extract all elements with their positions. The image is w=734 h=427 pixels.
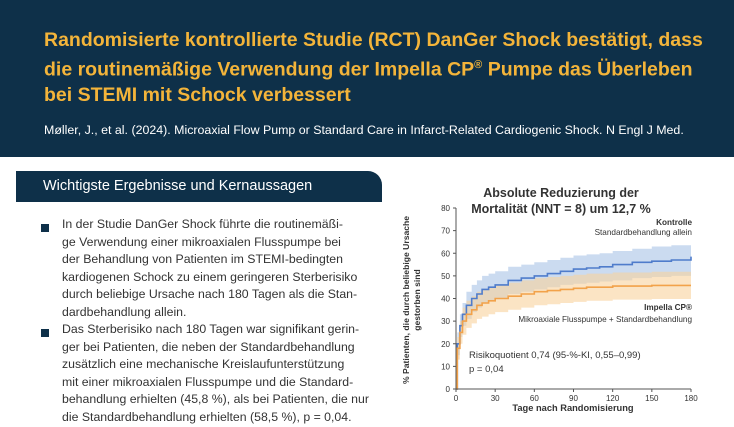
y-axis-label-line-1: % Patienten, die durch beliebige Ursache [401, 215, 411, 385]
text-line: der Behandlung von Patienten im STEMI-bedingten [62, 252, 343, 267]
text-line: durch beliebige Ursache nach 180 Tagen als die Stan- [62, 287, 358, 302]
header-banner [0, 0, 734, 157]
text-line: dardbehandlung allein. [62, 304, 187, 319]
bullet-square-icon [40, 328, 50, 338]
text-line: die Standardbehandlung erhielten (58,5 %), p = 0,04. [62, 409, 352, 424]
bullet-text-1 [62, 216, 357, 322]
p-value-annotation: p = 0,04 [469, 364, 504, 375]
section-title: Wichtigste Ergebnisse und Kernaussagen [43, 178, 313, 194]
y-tick-label: 60 [441, 249, 450, 259]
text-line: behandlung erhielten (45,8 %), als bei Patienten, die nur [62, 392, 369, 407]
km-chart [392, 176, 712, 416]
chart-title-line-2: Mortalität (NNT = 8) um 12,7 % [471, 202, 651, 216]
citation: Møller, J., et al. (2024). Microaxial Flow Pump or Standard Care in Infarct-Related Cardiogenic Shock. N Engl J Med. [44, 123, 684, 137]
y-axis-label-line-2: gestorben sind [412, 269, 422, 331]
y-tick-label: 50 [441, 271, 450, 281]
text-line: In der Studie DanGer Shock führte die routinemäßi- [62, 217, 343, 231]
legend-impella-sublabel: Mikroaxiale Flusspumpe + Standardbehandlung [518, 315, 692, 324]
x-tick-label: 60 [529, 394, 539, 403]
x-tick-label: 0 [453, 394, 459, 403]
y-tick-label: 80 [441, 204, 450, 213]
y-axis-label [401, 216, 422, 384]
x-tick-label: 150 [645, 394, 659, 403]
y-tick-label: 70 [441, 226, 450, 236]
y-tick-label: 20 [441, 339, 450, 349]
section-header [16, 171, 382, 202]
y-tick-label: 40 [441, 294, 450, 304]
text-line: ger bei Patienten, die neben der Standardbehandlung [62, 339, 355, 354]
legend-impella-name: Impella CP® [644, 303, 692, 312]
text-line: ge Verwendung einer mikroaxialen Flusspumpe bei [62, 234, 341, 249]
x-tick-label: 90 [569, 394, 578, 403]
bullet-square-icon [40, 223, 50, 233]
hazard-ratio-annotation: Risikoquotient 0,74 (95-%-KI, 0,55–0,99) [469, 350, 641, 361]
bullet-text-2 [62, 321, 369, 427]
x-tick-label: 180 [684, 394, 698, 403]
y-tick-label: 30 [441, 317, 450, 327]
y-tick-label: 10 [441, 362, 450, 372]
y-tick-label: 0 [445, 385, 450, 394]
legend-control-name: Kontrolle [656, 218, 692, 227]
page-title: Randomisierte kontrollierte Studie (RCT) DanGer Shock bestätigt, dass die routinemäßige Verwendung der Impella CP® Pumpe das Überleben bei STEMI mit Schock verbessert [44, 29, 703, 106]
chart-title-line-1: Absolute Reduzierung der [483, 186, 639, 200]
text-line: zusätzlich eine mechanische Kreislaufunterstützung [62, 357, 345, 372]
text-line: kardiogenen Schock zu einem geringeren Sterberisiko [62, 269, 358, 284]
x-axis-label: Tage nach Randomisierung [512, 403, 634, 413]
text-line: mit einer mikroaxialen Flusspumpe und die Standard- [62, 374, 354, 389]
legend-control-sublabel: Standardbehandlung allein [594, 228, 692, 237]
text-line: Das Sterberisiko nach 180 Tagen war signifikant gerin- [62, 322, 360, 336]
x-tick-label: 120 [605, 394, 620, 403]
x-tick-label: 30 [490, 394, 500, 403]
